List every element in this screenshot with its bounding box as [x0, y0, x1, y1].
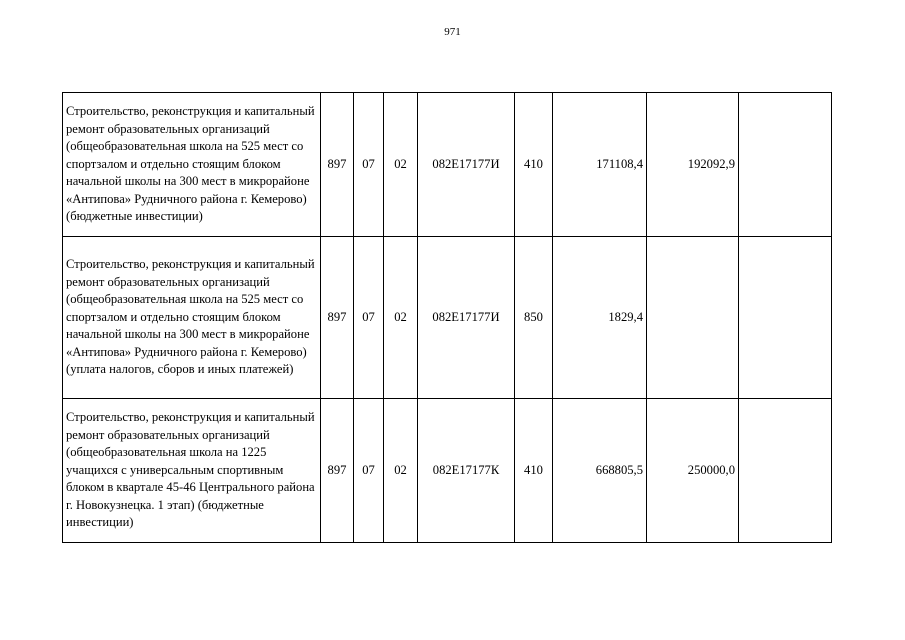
- amount-cell-3: [739, 93, 832, 237]
- row-name-cell: Строительство, реконструкция и капитальный ремонт образовательных организаций (общеобразовательная школа на 1225 учащихся с универсальным спортивным блоком в квартале 45-46 Центрального района г. Новокузнецка. 1 этап) (бюджетные инвестиции): [63, 399, 321, 543]
- target-article-cell: 082Е17177И: [418, 237, 515, 399]
- expense-type-cell: 410: [515, 399, 553, 543]
- expense-type-cell: 410: [515, 93, 553, 237]
- subsection-cell: 02: [384, 237, 418, 399]
- target-article-cell: 082Е17177К: [418, 399, 515, 543]
- target-article-cell: 082Е17177И: [418, 93, 515, 237]
- table-row: [63, 399, 832, 543]
- amount-cell-1: 1829,4: [553, 237, 647, 399]
- amount-cell-1: 171108,4: [553, 93, 647, 237]
- page-number: 971: [444, 26, 461, 38]
- section-cell: 07: [354, 93, 384, 237]
- subsection-cell: 02: [384, 93, 418, 237]
- row-name-cell: Строительство, реконструкция и капитальный ремонт образовательных организаций (общеобразовательная школа на 525 мест со спортзалом и отдельно стоящим блоком начальной школы на 300 мест в микрорайоне «Антипова» Рудничного района г. Кемерово) (бюджетные инвестиции): [63, 93, 321, 237]
- amount-cell-3: [739, 399, 832, 543]
- ministry-code-cell: 897: [321, 399, 354, 543]
- table-row: [63, 237, 832, 399]
- subsection-cell: 02: [384, 399, 418, 543]
- table-row: [63, 93, 832, 237]
- section-cell: 07: [354, 237, 384, 399]
- row-name-cell: Строительство, реконструкция и капитальный ремонт образовательных организаций (общеобразовательная школа на 525 мест со спортзалом и отдельно стоящим блоком начальной школы на 300 мест в микрорайоне «Антипова» Рудничного района г. Кемерово) (уплата налогов, сборов и иных платежей): [63, 237, 321, 399]
- amount-cell-3: [739, 237, 832, 399]
- amount-cell-2: 250000,0: [647, 399, 739, 543]
- expense-type-cell: 850: [515, 237, 553, 399]
- amount-cell-1: 668805,5: [553, 399, 647, 543]
- amount-cell-2: 192092,9: [647, 93, 739, 237]
- section-cell: 07: [354, 399, 384, 543]
- budget-table: [62, 92, 832, 543]
- ministry-code-cell: 897: [321, 237, 354, 399]
- ministry-code-cell: 897: [321, 93, 354, 237]
- amount-cell-2: [647, 237, 739, 399]
